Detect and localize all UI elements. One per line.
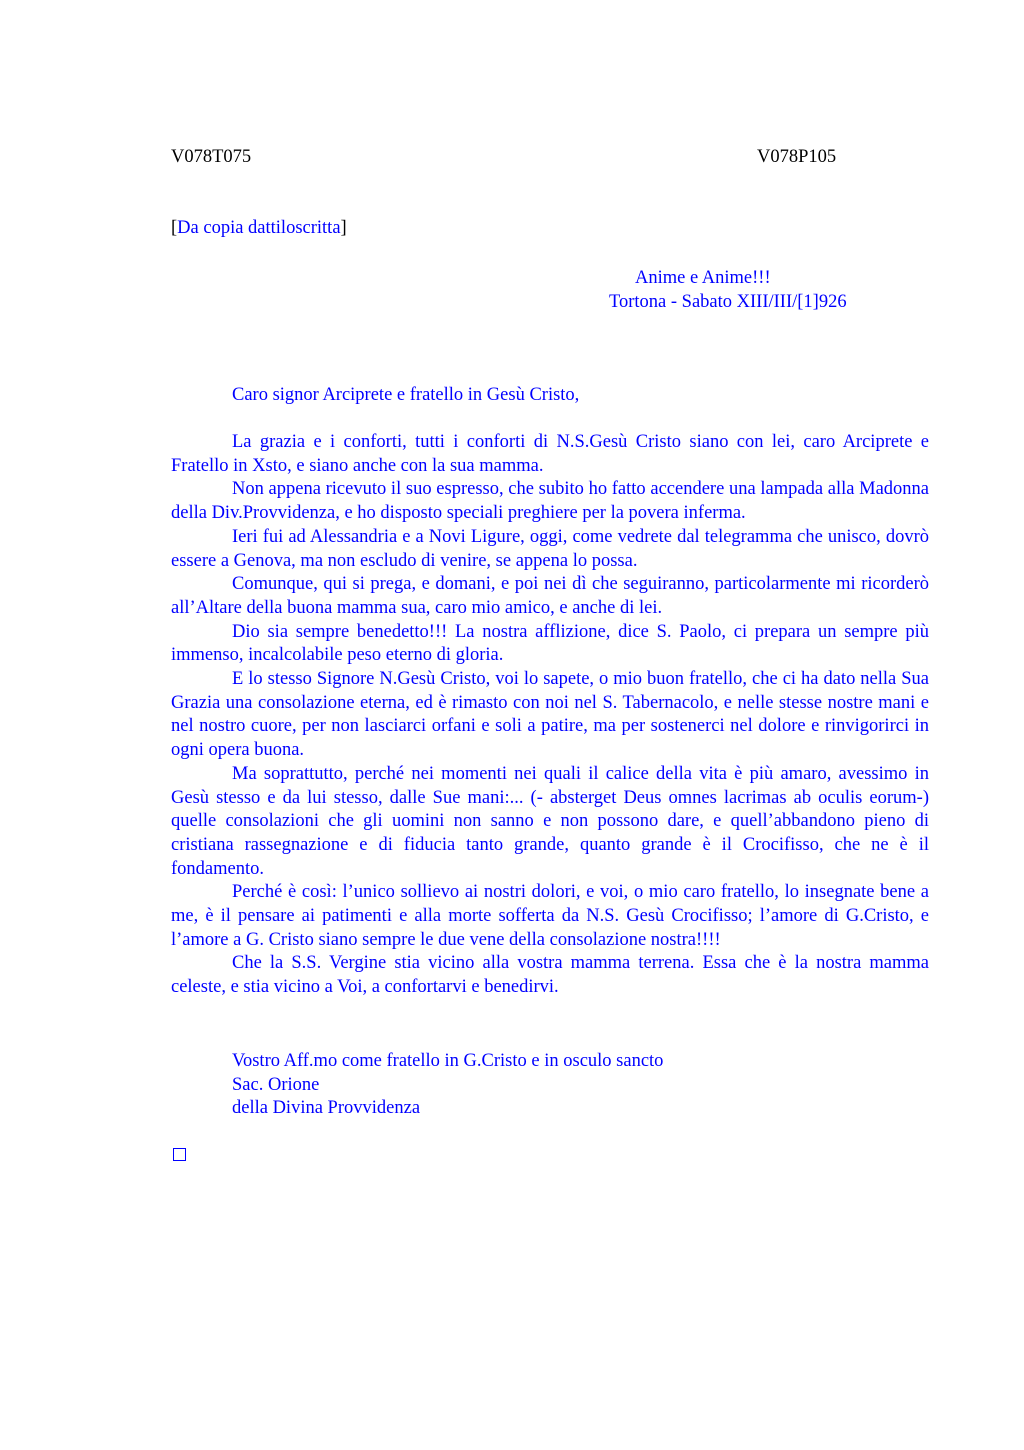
letter-paragraph: Ma soprattutto, perché nei momenti nei quali il calice della vita è più amaro, avessimo in Gesù stesso e da lui stesso, dalle Sue mani:... (- absterget Deus omnes lacrimas ab oculis eorum-) quelle consolazioni che gli uomini non sanno e non possono dare, e quell’abbandono pieno di cristiana rassegnazione e di fiducia tanto grande, quanto grande è il Crocifisso, che ne è il fondamento. xyxy=(171,763,929,879)
letter-paragraph: Non appena ricevuto il suo espresso, che subito ho fatto accendere una lampada alla Madonna della Div.Provvidenza, e ho disposto speciali preghiere per la povera inferma. xyxy=(171,479,929,524)
letter-paragraph: Che la S.S. Vergine stia vicino alla vostra mamma terrena. Essa che è la nostra mamma celeste, e stia vicino a Voi, a confortarvi e benedirvi. xyxy=(171,953,929,998)
letter-paragraph: Ieri fui ad Alessandria e a Novi Ligure, oggi, come vedrete dal telegramma che unisco, dovrò essere a Genova, ma non escludo di venire, se appena lo possa. xyxy=(171,526,929,571)
signature-congregation: della Divina Provvidenza xyxy=(232,1098,421,1119)
letter-closing xyxy=(232,1050,663,1121)
letter-paragraph: Perché è così: l’unico sollievo ai nostri dolori, e voi, o mio caro fratello, lo insegnate bene a me, è il pensare ai patimenti e alla morte sofferta da N.S. Gesù Crocifisso; l’amore di G.Cristo, e l’amore a G. Cristo siano sempre le due vene della consolazione nostra!!!! xyxy=(171,882,929,950)
letter-paragraph: Dio sia sempre benedetto!!! La nostra afflizione, dice S. Paolo, ci prepara un sempre più immenso, incalcolabile peso eterno di gloria. xyxy=(171,621,929,666)
letter-heading-block xyxy=(609,266,847,314)
letter-place-date: Tortona - Sabato XIII/III/[1]926 xyxy=(609,292,847,312)
letter-salutation: Caro signor Arciprete e fratello in Gesù Cristo, xyxy=(232,385,580,405)
document-code-left: V078T075 xyxy=(171,147,252,167)
end-of-document-square-icon xyxy=(173,1148,186,1161)
letter-paragraph: La grazia e i conforti, tutti i conforti di N.S.Gesù Cristo siano con lei, caro Arciprete e Fratello in Xsto, e siano anche con la sua mamma. xyxy=(171,432,929,476)
source-note-close-bracket: ] xyxy=(340,218,347,238)
source-note-open-bracket: [ xyxy=(171,218,178,238)
document-code-right: V078P105 xyxy=(757,147,837,167)
letter-paragraph: Comunque, qui si prega, e domani, e poi nei dì che seguiranno, particolarmente mi ricorderò all’Altare della buona mamma sua, caro mio amico, e anche di lei. xyxy=(171,574,929,618)
letter-paragraph: E lo stesso Signore N.Gesù Cristo, voi lo sapete, o mio buon fratello, che ci ha dato nella Sua Grazia una consolazione eterna, ed è rimasto con noi nel S. Tabernacolo, e nelle stesse nostre mani e nel nostro cuore, per non lasciarci orfani e soli a patire, ma per sostenerci nel dolore e rinvigorirci in ogni opera buona. xyxy=(171,669,929,761)
closing-formula: Vostro Aff.mo come fratello in G.Cristo e in osculo sancto xyxy=(232,1051,664,1071)
source-note-text: Da copia dattiloscritta xyxy=(177,218,341,238)
letter-body xyxy=(171,431,929,1000)
signature-name: Sac. Orione xyxy=(232,1074,320,1095)
letter-motto: Anime e Anime!!! xyxy=(635,268,771,288)
source-note xyxy=(171,218,347,239)
